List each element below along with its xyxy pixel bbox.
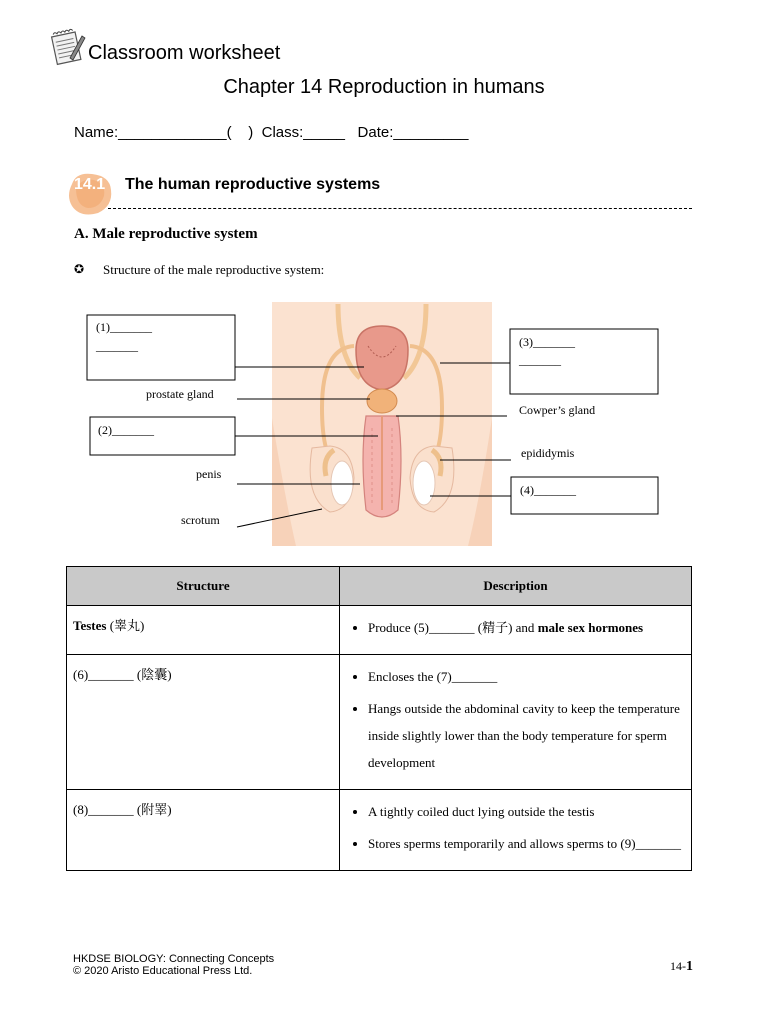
epididymis-label: epididymis: [521, 446, 575, 460]
label-box-1-line1: (1)_______: [96, 320, 152, 334]
description-bullet: • Produce (5)_______ (精子) and male sex hormones: [368, 614, 685, 641]
description-cell: [340, 655, 692, 790]
scrotum-label: scrotum: [181, 513, 220, 527]
structure-name: Testes: [73, 618, 107, 633]
page-number: 14-1: [670, 959, 693, 974]
label-box-2-text: (2)_______: [98, 423, 154, 437]
footer-copyright: © 2020 Aristo Educational Press Ltd.: [73, 965, 253, 977]
structure-cell: [67, 606, 340, 655]
cowpers-gland-label: Cowper’s gland: [519, 403, 596, 417]
description-cell: [340, 606, 692, 655]
footer-book-title: HKDSE BIOLOGY: Connecting Concepts: [73, 953, 275, 965]
body-illustration: [272, 302, 492, 546]
penis-label: penis: [196, 467, 222, 481]
header-structure: Structure: [67, 567, 340, 606]
structure-cell: (6)_______ (陰囊): [67, 655, 340, 790]
table-row: [67, 655, 692, 790]
label-box-1-line2: _______: [96, 339, 138, 353]
structure-name-chinese: (睾丸): [106, 618, 145, 633]
description-cell: [340, 790, 692, 871]
description-bullet: • A tightly coiled duct lying outside the testis: [368, 798, 685, 825]
label-box-3-line2: _______: [519, 353, 561, 367]
prostate-gland-label: prostate gland: [146, 387, 214, 401]
description-bullet: • Encloses the (7)_______: [368, 663, 685, 690]
header-description: Description: [340, 567, 692, 606]
notepad-pencil-icon: [48, 28, 86, 66]
section-title: The human reproductive systems: [125, 176, 381, 193]
table-row: [67, 790, 692, 871]
male-reproductive-diagram: [60, 298, 700, 548]
worksheet-title: Classroom worksheet: [88, 42, 281, 64]
table-row: [67, 606, 692, 655]
chapter-title: Chapter 14 Reproduction in humans: [223, 76, 545, 98]
description-bullet: • Stores sperms temporarily and allows sperms to (9)_______: [368, 830, 685, 857]
structure-cell: (8)_______ (附睪): [67, 790, 340, 871]
structure-description-table: [66, 566, 692, 871]
student-info-line: Name:_____________( ) Class:_____ Date:_________: [74, 124, 469, 141]
table-header-row: [67, 567, 692, 606]
section-divider: [108, 208, 692, 209]
section-number: 14.1: [74, 176, 106, 193]
description-bullet: • Hangs outside the abdominal cavity to keep the temperature inside slightly lower than the body temperature for sperm development: [368, 695, 685, 776]
label-box-4-text: (4)_______: [520, 483, 576, 497]
label-box-3-line1: (3)_______: [519, 335, 575, 349]
star-bullet-icon: ✪: [74, 262, 85, 276]
subsection-title: A. Male reproductive system: [74, 226, 258, 242]
bullet-text: Structure of the male reproductive system:: [103, 262, 325, 277]
